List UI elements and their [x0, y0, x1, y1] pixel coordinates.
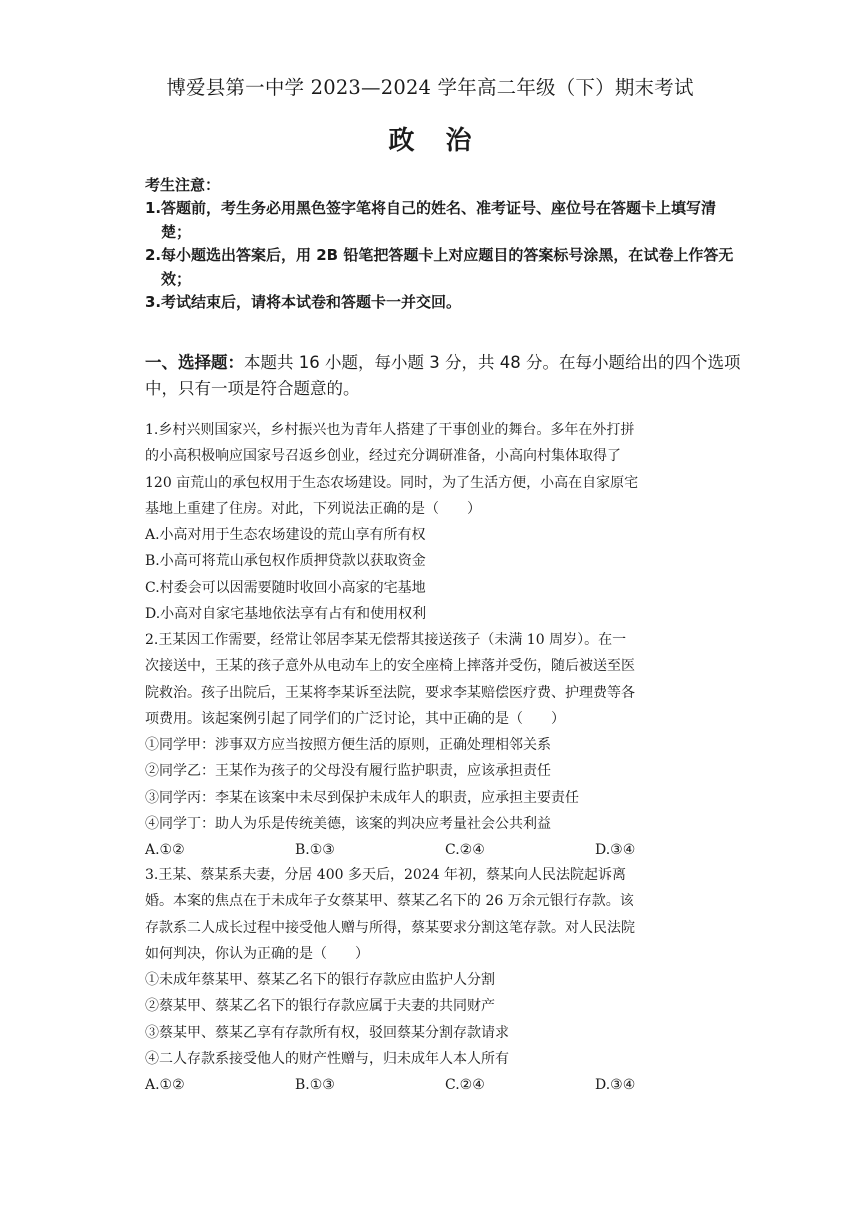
notice-text: 答题前，考生务必用黑色签字笔将自己的姓名、准考证号、座位号在答题卡上填写清楚；: [161, 199, 717, 241]
question-stem-line: 项费用。该起案例引起了同学们的广泛讨论，其中正确的是（ ）: [145, 710, 565, 727]
statement-1: ①未成年蔡某甲、蔡某乙名下的银行存款应由监护人分割: [145, 972, 495, 989]
question-stem-line: 2.王某因工作需要，经常让邻居李某无偿帮其接送孩子（未满 10 周岁）。在一: [145, 632, 627, 648]
option-d: D.③④: [595, 1077, 636, 1094]
question-stem-line: 存款系二人成长过程中接受他人赠与所得，蔡某要求分割这笔存款。对人民法院: [145, 919, 635, 936]
question-stem-line: 120 亩荒山的承包权用于生态农场建设。同时，为了生活方便，小高在自家原宅: [145, 474, 639, 491]
section-label: 一、选择题：: [145, 353, 244, 372]
statement-3: ③同学丙：李某在该案中未尽到保护未成年人的职责，应承担主要责任: [145, 789, 579, 806]
section-heading: [145, 350, 745, 402]
notice-number: 1.: [145, 199, 162, 217]
option-b: B.①③: [295, 842, 335, 859]
question-1: [145, 417, 735, 627]
option-a: A.①②: [145, 842, 185, 859]
question-stem-line: 如何判决，你认为正确的是（ ）: [145, 945, 369, 962]
notice-number: 3.: [145, 293, 162, 311]
subject-title: 政 治: [388, 126, 472, 156]
question-stem-line: 基地上重建了住房。对此，下列说法正确的是（ ）: [145, 500, 481, 517]
section-instructions: 本题共 16 小题，每小题 3 分，共 48 分。在每小题给出的四个选项中，只有一项是符合题意的。: [145, 353, 741, 398]
notice-text: 考试结束后，请将本试卷和答题卡一并交回。: [161, 293, 462, 311]
question-stem-line: 的小高积极响应国家号召返乡创业，经过充分调研准备，小高向村集体取得了: [145, 448, 621, 465]
answer-options: [145, 837, 735, 863]
statement-1: ①同学甲：涉事双方应当按照方便生活的原则，正确处理相邻关系: [145, 737, 551, 754]
option-c: C.②④: [445, 1077, 485, 1094]
notice-item-3: [145, 291, 745, 315]
question-stem-line: 次接送中，王某的孩子意外从电动车上的安全座椅上摔落并受伤，随后被送至医: [145, 658, 635, 675]
option-b: B.①③: [295, 1077, 335, 1094]
question-2: [145, 627, 735, 864]
notice-heading: 考生注意：: [145, 176, 221, 194]
question-stem-line: 院救治。孩子出院后，王某将李某诉至法院，要求李某赔偿医疗费、护理费等各: [145, 684, 635, 701]
choice-b: B.小高可将荒山承包权作质押贷款以获取资金: [145, 553, 426, 570]
exam-title: 博爱县第一中学 2023—2024 学年高二年级（下）期末考试: [166, 76, 694, 99]
question-3: [145, 862, 735, 1099]
choice-d: D.小高对自家宅基地依法享有占有和使用权利: [145, 606, 427, 623]
statement-2: ②蔡某甲、蔡某乙名下的银行存款应属于夫妻的共同财产: [145, 998, 495, 1015]
option-c: C.②④: [445, 842, 485, 859]
answer-options: [145, 1072, 735, 1098]
statement-4: ④二人存款系接受他人的财产性赠与，归未成年人本人所有: [145, 1051, 509, 1068]
question-stem-line: 3.王某、蔡某系夫妻，分居 400 多天后，2024 年初，蔡某向人民法院起诉离: [145, 867, 627, 883]
question-stem-line: 1.乡村兴则国家兴，乡村振兴也为青年人搭建了干事创业的舞台。多年在外打拼: [145, 422, 635, 438]
statement-4: ④同学丁：助人为乐是传统美德，该案的判决应考量社会公共利益: [145, 816, 551, 833]
choice-a: A.小高对用于生态农场建设的荒山享有所有权: [145, 527, 426, 544]
notice-item-2: [145, 244, 745, 291]
statement-3: ③蔡某甲、蔡某乙享有存款所有权，驳回蔡某分割存款请求: [145, 1024, 509, 1041]
choice-c: C.村委会可以因需要随时收回小高家的宅基地: [145, 579, 426, 596]
question-stem-line: 婚。本案的焦点在于未成年子女蔡某甲、蔡某乙名下的 26 万余元银行存款。该: [145, 893, 634, 910]
statement-2: ②同学乙：王某作为孩子的父母没有履行监护职责，应该承担责任: [145, 763, 551, 780]
notice-item-1: [145, 197, 745, 244]
option-a: A.①②: [145, 1077, 185, 1094]
notice-text: 每小题选出答案后，用 2B 铅笔把答题卡上对应题目的答案标号涂黑，在试卷上作答无效；: [161, 246, 734, 288]
option-d: D.③④: [595, 842, 636, 859]
notice-number: 2.: [145, 246, 162, 264]
